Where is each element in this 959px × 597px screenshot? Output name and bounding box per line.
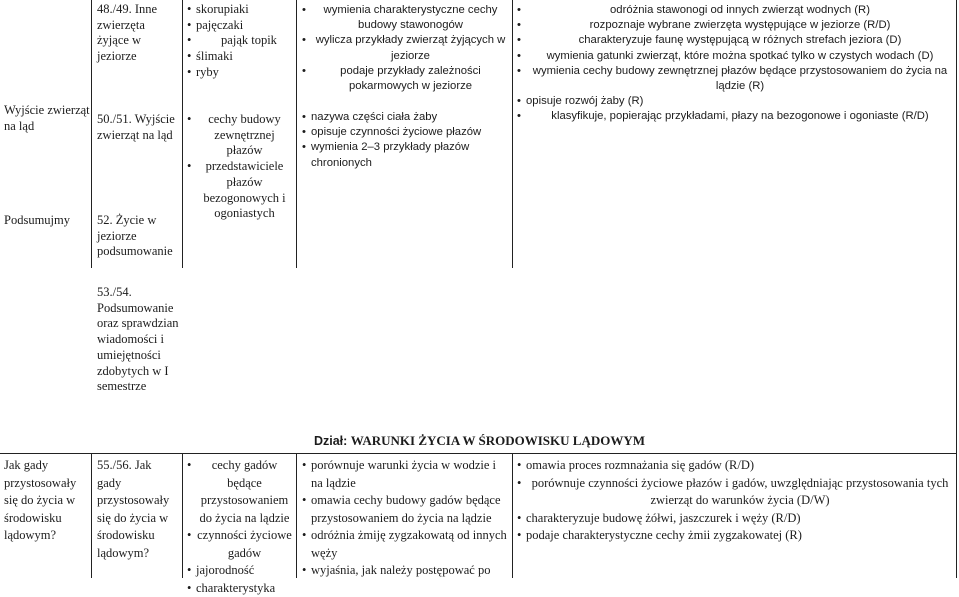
list-item: • opisuje czynności życiowe płazów bbox=[302, 125, 510, 140]
list-item: • charakteryzuje faunę występującą w różnych strefach jeziora (D) bbox=[517, 33, 954, 48]
list-item: • podaje charakterystyczne cechy żmii zygzakowatej (R) bbox=[517, 527, 954, 545]
list-item: • porównuje warunki życia w wodzie i na lądzie bbox=[302, 457, 510, 492]
list-item: • odróżnia stawonogi od innych zwierząt wodnych (R) bbox=[517, 3, 954, 18]
list-item: • podaje przykłady zależności pokarmowych w jeziorze bbox=[302, 64, 510, 94]
list-item: • charakteryzuje budowę żółwi, jaszczurek i węży (R/D) bbox=[517, 510, 954, 528]
bottom-content-cell bbox=[187, 457, 293, 597]
list-item: • cechy budowy zewnętrznej płazów bbox=[187, 112, 293, 159]
list-item: • wylicza przykłady zwierząt żyjących w jeziorze bbox=[302, 33, 510, 63]
section-title-name: WARUNKI ŻYCIA W ŚRODOWISKU LĄDOWYM bbox=[351, 433, 645, 448]
lesson-50-51: 50./51. Wyjście zwierząt na ląd bbox=[97, 112, 179, 143]
table-divider-col1 bbox=[91, 0, 92, 268]
list-item: • wymienia cechy budowy zewnętrznej płazów będące przystosowaniem do życia na lądzie (R) bbox=[517, 64, 954, 94]
lesson-cell-1 bbox=[97, 2, 179, 65]
lesson-cell-4 bbox=[97, 285, 179, 395]
list-item: • wymienia 2–3 przykłady płazów chronionych bbox=[302, 140, 510, 170]
table-border-top-bottom-section bbox=[0, 453, 957, 454]
section-title bbox=[0, 433, 959, 449]
list-item: • jajorodność bbox=[187, 562, 293, 580]
lesson-52: 52. Życie w jeziorze podsumowanie bbox=[97, 213, 179, 260]
list-item: • wymienia charakterystyczne cechy budowy stawonogów bbox=[302, 3, 510, 33]
list-item: • wyjaśnia, jak należy postępować po bbox=[302, 562, 510, 580]
requirements-extended-cell bbox=[517, 3, 954, 125]
content-list-arthropods bbox=[187, 2, 293, 81]
content-list-amphibians bbox=[187, 112, 293, 222]
list-item: • charakterystyka bbox=[187, 580, 293, 597]
list-item: • skorupiaki bbox=[187, 2, 293, 18]
topic-podsumujmy: Podsumujmy bbox=[4, 213, 90, 229]
list-item: • opisuje rozwój żaby (R) bbox=[517, 94, 954, 109]
table-divider-col2 bbox=[182, 0, 183, 268]
lesson-53-54: 53./54. Podsumowanie oraz sprawdzian wiadomości i umiejętności zdobytych w I semestrze bbox=[97, 285, 179, 395]
requirements-basic-list-2 bbox=[302, 110, 510, 171]
bottom-requirements-extended-cell bbox=[517, 457, 954, 545]
list-item: • ryby bbox=[187, 65, 293, 81]
content-list-reptiles bbox=[187, 457, 293, 597]
list-item: • cechy gadów będące przystosowaniem do życia na lądzie bbox=[187, 457, 293, 527]
topic-cell-2 bbox=[4, 213, 90, 229]
requirements-basic-cell-2 bbox=[302, 110, 510, 171]
list-item: • nazywa części ciała żaby bbox=[302, 110, 510, 125]
list-item: • klasyfikuje, popierając przykładami, płazy na bezogonowe i ogoniaste (R/D) bbox=[517, 109, 954, 124]
list-item: • odróżnia żmiję zygzakowatą od innych węży bbox=[302, 527, 510, 562]
lesson-cell-3 bbox=[97, 213, 179, 260]
list-item: • czynności życiowe gadów bbox=[187, 527, 293, 562]
lesson-48-49: 48./49. Inne zwierzęta żyjące w jeziorze bbox=[97, 2, 179, 65]
topic-cell-1 bbox=[4, 103, 90, 134]
bottom-lesson-cell bbox=[97, 457, 177, 562]
bottom-topic-cell bbox=[4, 457, 88, 545]
content-cell-2 bbox=[187, 112, 293, 222]
list-item: • porównuje czynności życiowe płazów i gadów, uwzględniając przystosowania tych zwierząt do warunków życia (D/W) bbox=[517, 475, 954, 510]
list-item: • ślimaki bbox=[187, 49, 293, 65]
bottom-requirements-basic-cell bbox=[302, 457, 510, 580]
bottom-requirements-basic-list bbox=[302, 457, 510, 580]
topic-wyjscie: Wyjście zwierząt na ląd bbox=[4, 103, 90, 134]
requirements-basic-cell-1 bbox=[302, 3, 510, 94]
list-item: • pająk topik bbox=[187, 33, 293, 49]
table-divider-b2 bbox=[182, 454, 183, 578]
list-item: • przedstawiciele płazów bezogonowych i ogoniastych bbox=[187, 159, 293, 222]
table-border-right bbox=[956, 0, 957, 578]
lesson-cell-2 bbox=[97, 112, 179, 143]
list-item: • wymienia gatunki zwierząt, które można spotkać tylko w czystych wodach (D) bbox=[517, 49, 954, 64]
requirements-basic-list-1 bbox=[302, 3, 510, 94]
topic-gady: Jak gady przystosowały się do życia w środowisku lądowym? bbox=[4, 457, 88, 545]
table-divider-b3 bbox=[296, 454, 297, 578]
table-divider-col3 bbox=[296, 0, 297, 268]
table-divider-col4 bbox=[512, 0, 513, 268]
table-divider-b1 bbox=[91, 454, 92, 578]
table-divider-b4 bbox=[512, 454, 513, 578]
section-title-prefix: Dział: bbox=[314, 434, 351, 448]
list-item: • omawia cechy budowy gadów będące przystosowaniem do życia na lądzie bbox=[302, 492, 510, 527]
list-item: • omawia proces rozmnażania się gadów (R/D) bbox=[517, 457, 954, 475]
bottom-requirements-extended-list bbox=[517, 457, 954, 545]
content-cell-1 bbox=[187, 2, 293, 81]
list-item: • pajęczaki bbox=[187, 18, 293, 34]
list-item: • rozpoznaje wybrane zwierzęta występujące w jeziorze (R/D) bbox=[517, 18, 954, 33]
requirements-extended-list bbox=[517, 3, 954, 125]
lesson-55-56: 55./56. Jak gady przystosowały się do życia w środowisku lądowym? bbox=[97, 457, 177, 562]
